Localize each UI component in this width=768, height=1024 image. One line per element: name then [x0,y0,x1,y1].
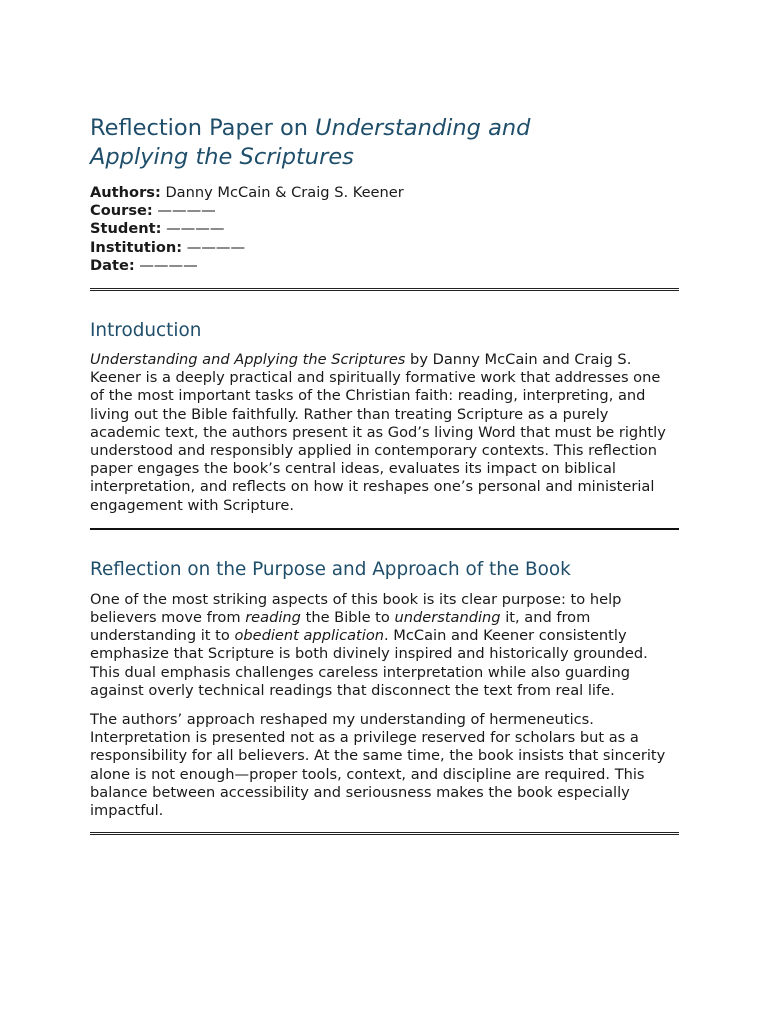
meta-value: ———— [139,256,198,274]
meta-label: Date: [90,256,135,274]
meta-course [90,202,679,220]
emphasis-reading: reading [245,609,301,627]
introduction-paragraph [90,351,679,515]
meta-value: ———— [166,220,225,238]
purpose-heading: Reflection on the Purpose and Approach of the Book [90,558,571,580]
double-rule-divider [90,288,679,291]
title-prefix: Reflection Paper on [90,115,316,141]
introduction-heading: Introduction [90,320,202,342]
meta-institution [90,239,679,257]
meta-value: ———— [157,202,216,220]
metadata-block [90,184,679,275]
title-italic-line2: Applying the Scriptures [90,144,354,170]
meta-value: Danny McCain & Craig S. Keener [165,184,404,201]
book-title-italic: Understanding and Applying the Scriptures [90,351,406,369]
purpose-paragraph-1 [90,591,679,700]
purpose-paragraph-2: The authors’ approach reshaped my understanding of hermeneutics. Interpretation is presented not as a privilege reserved for scholars but as a responsibility for all believers. At the same time, the book insists that sincerity alone is not enough—proper tools, context, and discipline are required. This balance between accessibility and seriousness makes the book especially impactful. [90,711,666,820]
text-run: it, and from understanding it to [90,609,591,645]
meta-label: Institution: [90,238,183,256]
emphasis-understanding: understanding [394,609,501,627]
meta-label: Course: [90,202,153,220]
section-divider [90,528,679,530]
introduction-body: by Danny McCain and Craig S. Keener is a deeply practical and spiritually formative work that addresses one of the most important tasks of the Christian faith: reading, interpreting, and living out the Bible faithfully. Rather than treating Scripture as a purely academic text, the authors present it as God’s living Word that must be rightly understood and responsibly applied in contemporary contexts. This reflection paper engages the book’s central ideas, evaluates its impact on biblical interpretation, and reflects on how it reshapes one’s personal and ministerial engagement with Scripture. [90,351,666,514]
text-run: One of the most striking aspects of this book is its clear purpose: to help believers move from [90,590,622,627]
double-rule-divider-bottom [90,832,679,835]
paper-title [90,114,679,172]
title-italic-line1: Understanding and [315,115,531,141]
meta-date [90,257,679,275]
meta-authors [90,184,679,202]
text-run: the Bible to [300,609,395,627]
meta-label: Authors: [90,184,161,201]
meta-value: ———— [186,238,246,256]
emphasis-obedient-application: obedient application [234,627,385,645]
document-page [90,114,679,835]
meta-label: Student: [90,220,162,238]
meta-student [90,220,679,238]
text-run: . McCain and Keener consistently emphasize that Scripture is both divinely inspired and historically grounded. This dual emphasis challenges careless interpretation while also guarding against overly technical readings that disconnect the text from real life. [90,627,648,699]
